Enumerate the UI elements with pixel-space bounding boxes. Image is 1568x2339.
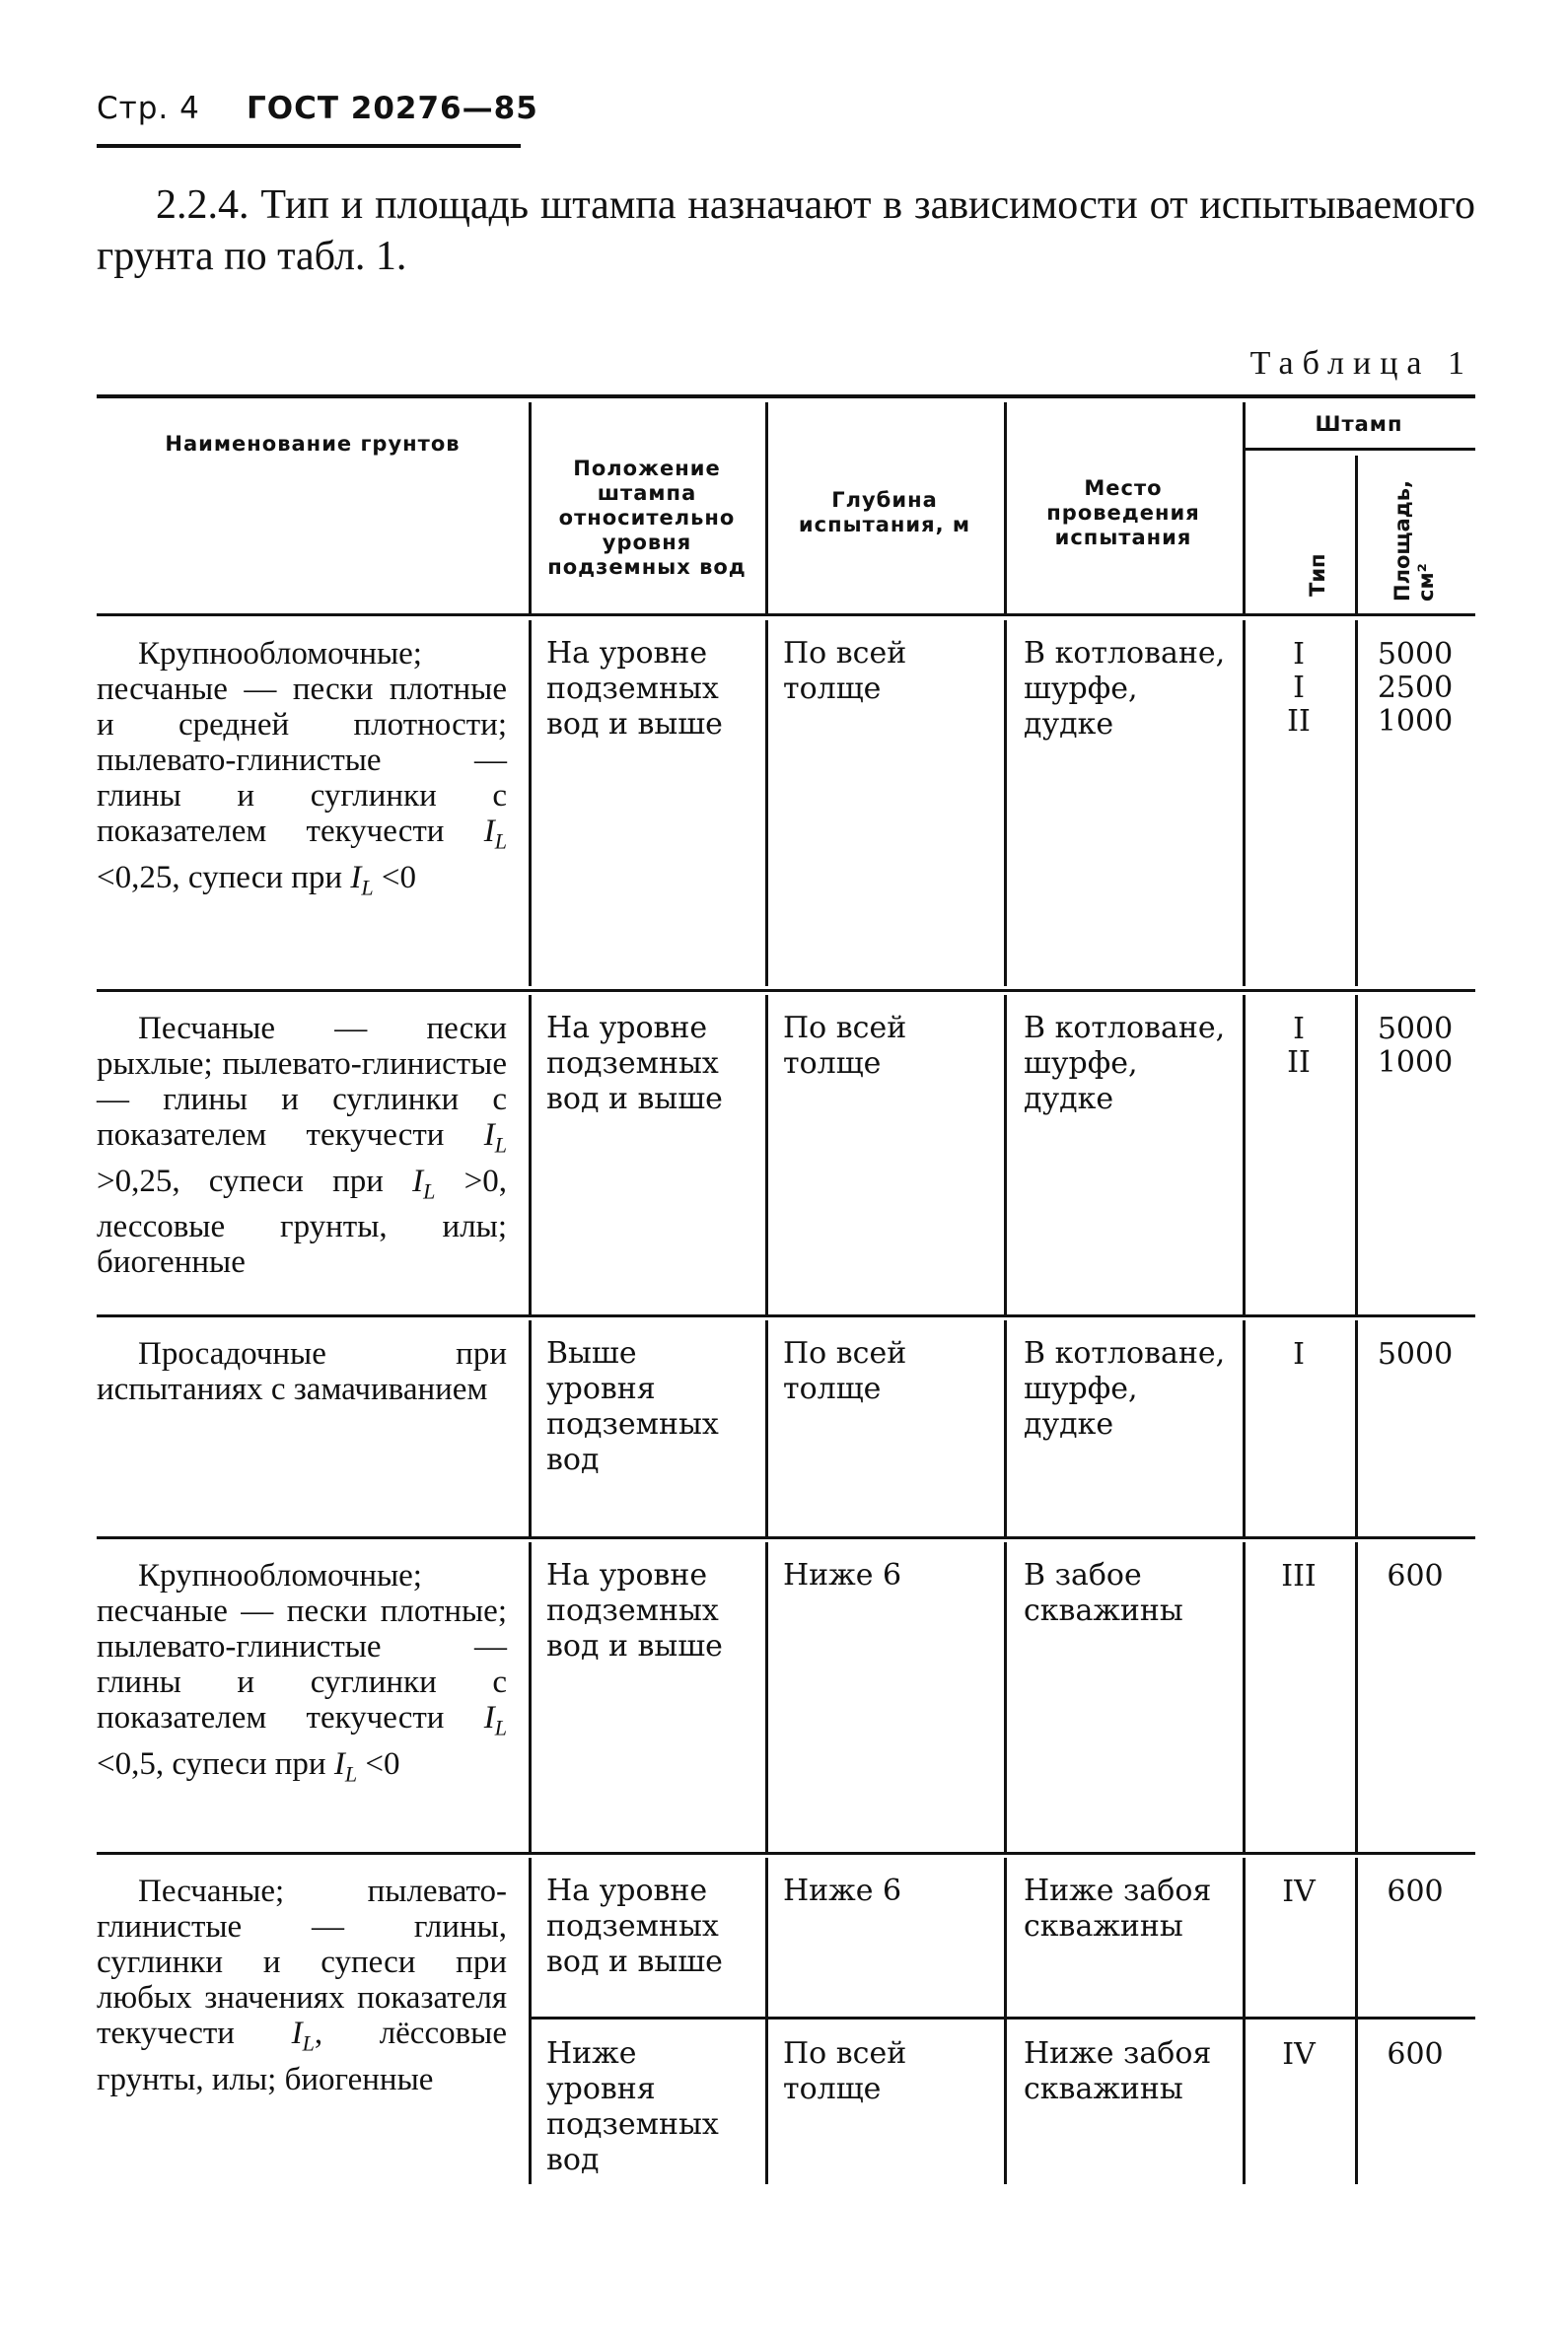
row-4-col-divider-1 bbox=[529, 1858, 532, 2184]
row-2-position: Выше уровня подземных вод bbox=[546, 1336, 719, 1477]
row-separator-1 bbox=[97, 989, 1475, 992]
header-place bbox=[1014, 454, 1233, 572]
page-header bbox=[97, 91, 538, 126]
paragraph-2-2-4: 2.2.4. Тип и площадь штампа назначают в зависимости от испытываемого грунта по табл. 1. bbox=[97, 182, 1475, 279]
row-4-sub-1-type-0: IV bbox=[1282, 2037, 1316, 2072]
row-4-sub-0-depth: Ниже 6 bbox=[783, 1874, 902, 1908]
page-number: Стр. 4 bbox=[97, 91, 200, 126]
row-4-subrow-rule bbox=[529, 2017, 1475, 2020]
header-place-text: Место проведения испытания bbox=[1046, 475, 1200, 549]
row-1-area-0: 5000 bbox=[1377, 1012, 1454, 1046]
row-2-col-divider-1 bbox=[529, 1320, 532, 1538]
header-type: Тип bbox=[1306, 553, 1329, 597]
header-name bbox=[97, 414, 529, 473]
row-separator-2 bbox=[97, 1314, 1475, 1317]
table-caption: Таблица 1 bbox=[1249, 345, 1473, 382]
header-col-divider-1 bbox=[529, 402, 532, 613]
header-bottom-rule bbox=[97, 613, 1475, 616]
header-area: Площадь, см² bbox=[1390, 480, 1438, 602]
standard-number: ГОСТ 20276—85 bbox=[246, 91, 538, 126]
header-stamp bbox=[1243, 404, 1475, 444]
row-3-name: Крупнообломочные; песчаные — пески плотные; пылевато-глинистые — глины и суглинки с показателем текучести $I_L <0,5$, супеси при $I_L <0$ bbox=[97, 1558, 507, 1787]
row-4-sub-0-area-0: 600 bbox=[1387, 1875, 1444, 1909]
header-col-divider-5 bbox=[1355, 456, 1358, 613]
row-4-sub-0-place: Ниже забоя скважины bbox=[1024, 1874, 1212, 1944]
stamp-header-rule bbox=[1243, 448, 1475, 451]
row-3-position: На уровне подземных вод и выше bbox=[546, 1558, 723, 1664]
row-0-col-divider-1 bbox=[529, 620, 532, 986]
row-2-name: Просадочные при испытаниях с замачиванием bbox=[97, 1336, 507, 1407]
row-0-area-1: 2500 bbox=[1377, 671, 1454, 705]
row-2-depth: По всей толще bbox=[783, 1336, 907, 1406]
row-3-col-divider-3 bbox=[1004, 1542, 1007, 1854]
row-separator-3 bbox=[97, 1536, 1475, 1539]
row-4-sub-1-place: Ниже забоя скважины bbox=[1024, 2036, 1212, 2106]
row-2-col-divider-3 bbox=[1004, 1320, 1007, 1538]
row-0-name: Крупнообломочные; песчаные — пески плотные и средней плотности; пылевато-глинистые — глины и суглинки с показателем текучести $I_L <0,25$, супеси при $I_L <0$ bbox=[97, 636, 507, 900]
row-4-sub-0-type-0: IV bbox=[1282, 1875, 1316, 1909]
row-3-col-divider-1 bbox=[529, 1542, 532, 1854]
row-3-type-0: III bbox=[1281, 1559, 1317, 1594]
row-1-depth: По всей толще bbox=[783, 1011, 907, 1081]
row-4-sub-0-position: На уровне подземных вод и выше bbox=[546, 1874, 723, 1979]
row-separator-4 bbox=[97, 1852, 1475, 1855]
row-1-place: В котловане, шурфе, дудке bbox=[1024, 1011, 1226, 1116]
header-col-divider-3 bbox=[1004, 402, 1007, 613]
row-3-place: В забое скважины bbox=[1024, 1558, 1183, 1628]
row-0-col-divider-2 bbox=[765, 620, 768, 986]
row-2-area-0: 5000 bbox=[1377, 1337, 1454, 1372]
row-2-place: В котловане, шурфе, дудке bbox=[1024, 1336, 1226, 1442]
row-2-col-divider-2 bbox=[765, 1320, 768, 1538]
row-0-area-0: 5000 bbox=[1377, 637, 1454, 672]
row-0-type-1: I bbox=[1293, 671, 1305, 705]
row-0-depth: По всей толще bbox=[783, 636, 907, 706]
row-1-col-divider-3 bbox=[1004, 995, 1007, 1316]
row-0-type-2: II bbox=[1287, 704, 1311, 739]
row-4-sub-1-area-0: 600 bbox=[1387, 2037, 1444, 2072]
row-3-col-divider-2 bbox=[765, 1542, 768, 1854]
row-0-area-2: 1000 bbox=[1377, 704, 1454, 739]
row-4-col-divider-3 bbox=[1004, 1858, 1007, 2184]
row-0-place: В котловане, шурфе, дудке bbox=[1024, 636, 1226, 742]
row-4-sub-1-position: Ниже уровня подземных вод bbox=[546, 2036, 719, 2177]
header-position-text: Положение штампа относительно уровня подземных вод bbox=[547, 456, 747, 579]
row-3-area-0: 600 bbox=[1387, 1559, 1444, 1594]
row-1-position: На уровне подземных вод и выше bbox=[546, 1011, 723, 1116]
row-4-sub-1-depth: По всей толще bbox=[783, 2036, 907, 2106]
row-4-name: Песчаные; пылевато-глинистые — глины, суглинки и супеси при любых значениях показателя текучести $I_L$, лёссовые грунты, илы; биогенные bbox=[97, 1874, 507, 2097]
row-2-type-0: I bbox=[1293, 1337, 1305, 1372]
header-depth bbox=[775, 473, 994, 552]
row-1-type-0: I bbox=[1293, 1012, 1305, 1046]
row-0-col-divider-3 bbox=[1004, 620, 1007, 986]
row-0-position: На уровне подземных вод и выше bbox=[546, 636, 723, 742]
header-rule bbox=[97, 144, 521, 148]
row-1-area-1: 1000 bbox=[1377, 1045, 1454, 1080]
row-4-col-divider-2 bbox=[765, 1858, 768, 2184]
row-1-type-1: II bbox=[1287, 1045, 1311, 1080]
row-1-name: Песчаные — пески рыхлые; пылевато-глинистые — глины и суглинки с показателем текучести $I_L >0,25$, супеси при $I_L >0$, лессовые грунты, илы; биогенные bbox=[97, 1011, 507, 1281]
header-col-divider-2 bbox=[765, 402, 768, 613]
header-stamp-text: Штамп bbox=[1315, 411, 1403, 436]
header-depth-text: Глубина испытания, м bbox=[798, 488, 971, 536]
header-position bbox=[538, 434, 755, 602]
row-0-type-0: I bbox=[1293, 637, 1305, 672]
header-name-text: Наименование грунтов bbox=[165, 431, 461, 456]
row-1-col-divider-2 bbox=[765, 995, 768, 1316]
table-top-rule bbox=[97, 394, 1475, 398]
row-3-depth: Ниже 6 bbox=[783, 1558, 902, 1593]
row-1-col-divider-1 bbox=[529, 995, 532, 1316]
